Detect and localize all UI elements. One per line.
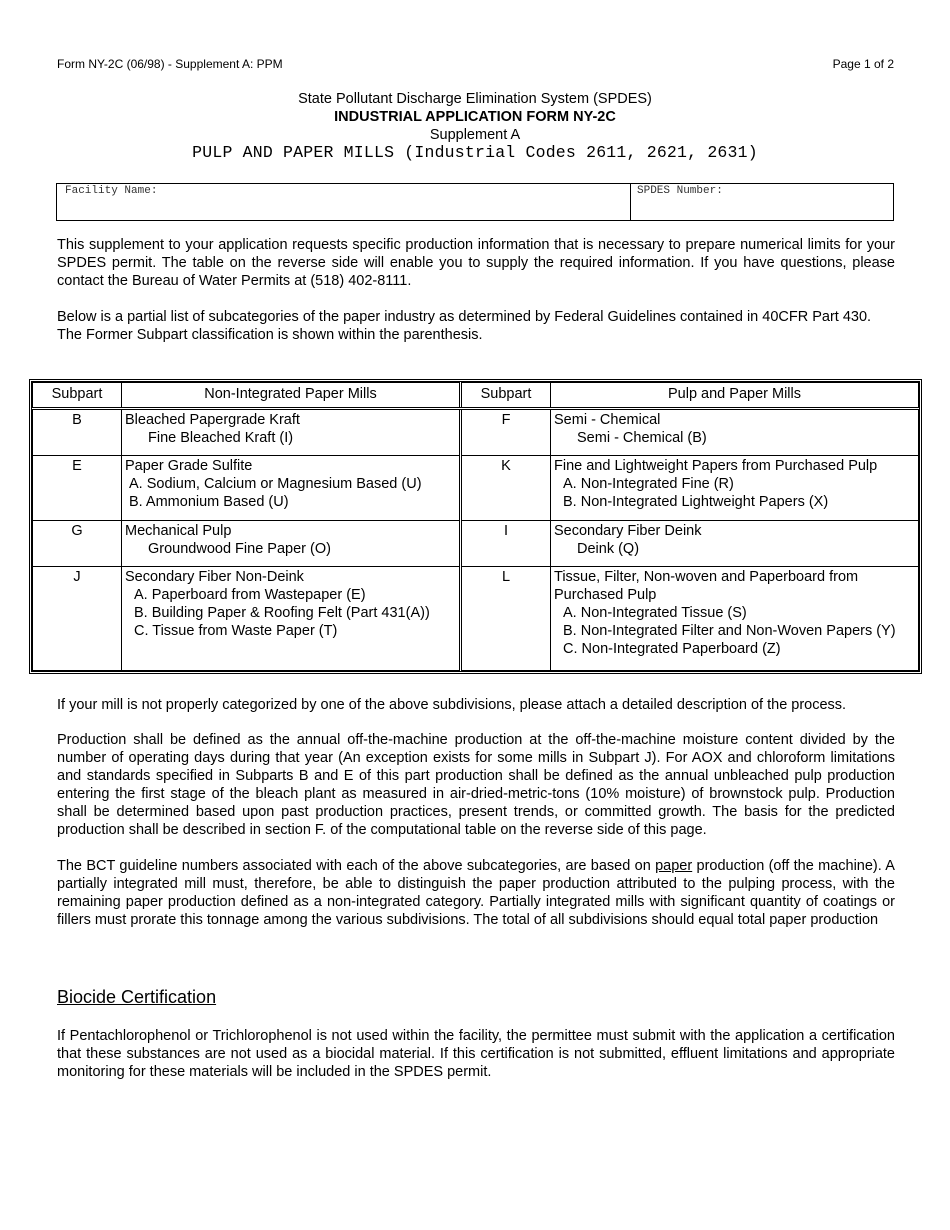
subpart-description: Tissue, Filter, Non-woven and Paperboard from Purchased Pulp A. Non-Integrated Tissue (S) B. Non-Integrated Filter and Non-Woven Papers (Y) C. Non-Integrated Paperboard (Z) — [551, 566, 919, 670]
spdes-number-label: SPDES Number: — [637, 185, 723, 197]
form-id: Form NY-2C (06/98) - Supplement A: PPM — [57, 57, 283, 71]
facility-box-divider — [630, 184, 631, 220]
header-non-integrated: Non-Integrated Paper Mills — [122, 383, 461, 409]
header-subpart-left: Subpart — [33, 383, 122, 409]
table-row — [33, 455, 919, 520]
table-row — [33, 566, 919, 670]
categorization-note: If your mill is not properly categorized by one of the above subdivisions, please attach a detailed description of the process. — [57, 697, 847, 713]
subcategory-intro-text: Below is a partial list of subcategories of the paper industry as determined by Federal Guidelines contained in 40CFR Part 430. — [57, 309, 872, 325]
table-row — [33, 409, 919, 456]
subpart-description: Semi - Chemical Semi - Chemical (B) — [551, 409, 919, 456]
subpart-description: Mechanical Pulp Groundwood Fine Paper (O) — [122, 520, 461, 566]
title-line-1: State Pollutant Discharge Elimination System (SPDES) — [298, 91, 652, 107]
header-pulp-paper: Pulp and Paper Mills — [551, 383, 919, 409]
subpart-code: K — [461, 455, 551, 520]
subcategory-table — [29, 379, 922, 674]
facility-info-box — [56, 183, 894, 221]
subpart-code: L — [461, 566, 551, 670]
header-subpart-right: Subpart — [461, 383, 551, 409]
bct-guideline-paragraph: The BCT guideline numbers associated with each of the above subcategories, are based on paper production (off the machine). A partially integrated mill must, therefore, be able to distinguish the paper production attributed to the pulping process, with the remaining paper production defined as a non-integrated category. Partially integrated mills with significant quantity of coatings or fillers must prorate this tonnage among the various subdivisions. The total of all subdivisions should equal total paper production — [57, 858, 895, 928]
form-title-block — [0, 90, 950, 162]
biocide-paragraph: If Pentachlorophenol or Trichlorophenol is not used within the facility, the permittee must submit with the application a certification that these substances are not used as a biocidal material. If this certification is not submitted, effluent limitations and appropriate monitoring for these materials will be included in the SPDES permit. — [57, 1028, 895, 1080]
title-line-3: Supplement A — [429, 127, 521, 143]
paper-underlined: paper — [655, 858, 693, 874]
subpart-description: Secondary Fiber Deink Deink (Q) — [551, 520, 919, 566]
table-header-row — [33, 383, 919, 409]
title-line-2: INDUSTRIAL APPLICATION FORM NY-2C — [334, 109, 616, 125]
subpart-code: G — [33, 520, 122, 566]
title-line-4: PULP AND PAPER MILLS (Industrial Codes 2611, 2621, 2631) — [192, 143, 758, 162]
facility-name-field[interactable] — [65, 201, 625, 219]
subpart-description: Bleached Papergrade Kraft Fine Bleached Kraft (I) — [122, 409, 461, 456]
facility-name-label: Facility Name: — [65, 185, 158, 197]
intro-paragraph: This supplement to your application requests specific production information that is necessary to prepare numerical limits for your SPDES permit. The table on the reverse side will enable you to supply the required information. If you have questions, please contact the Bureau of Water Permits at (518) 402-8111. — [57, 237, 895, 289]
production-definition: Production shall be defined as the annual off-the-machine production at the off-the-machine moisture content divided by the number of operating days during that year (An exception exists for some mills in Subpart J). For AOX and chloroform limitations and standards specified in Subparts B and E of this part production shall be defined as the annual unbleached pulp production entering the first stage of the bleach plant as measured in air-dried-metric-tons (10% moisture) of brownstock pulp. Production shall be determined based upon past production practices, present trends, or committed growth. The basis for the predicted production shall be described in section F. of the computational table on the reverse side of this page. — [57, 732, 895, 838]
page-number: Page 1 of 2 — [832, 57, 894, 71]
subpart-code: E — [33, 455, 122, 520]
subpart-description: Fine and Lightweight Papers from Purchased Pulp A. Non-Integrated Fine (R) B. Non-Integrated Lightweight Papers (X) — [551, 455, 919, 520]
subpart-code: J — [33, 566, 122, 670]
biocide-section-title: Biocide Certification — [57, 987, 217, 1007]
subcategory-intro — [57, 308, 895, 344]
subpart-description: Paper Grade Sulfite A. Sodium, Calcium or Magnesium Based (U) B. Ammonium Based (U) — [122, 455, 461, 520]
table-row — [33, 520, 919, 566]
subpart-code: F — [461, 409, 551, 456]
subpart-description: Secondary Fiber Non-Deink A. Paperboard from Wastepaper (E) B. Building Paper & Roofing Felt (Part 431(A)) C. Tissue from Waste Paper (T) — [122, 566, 461, 670]
subpart-code: I — [461, 520, 551, 566]
spdes-number-field[interactable] — [637, 201, 887, 219]
subpart-code: B — [33, 409, 122, 456]
former-subpart-note: The Former Subpart classification is shown within the parenthesis. — [57, 327, 483, 343]
